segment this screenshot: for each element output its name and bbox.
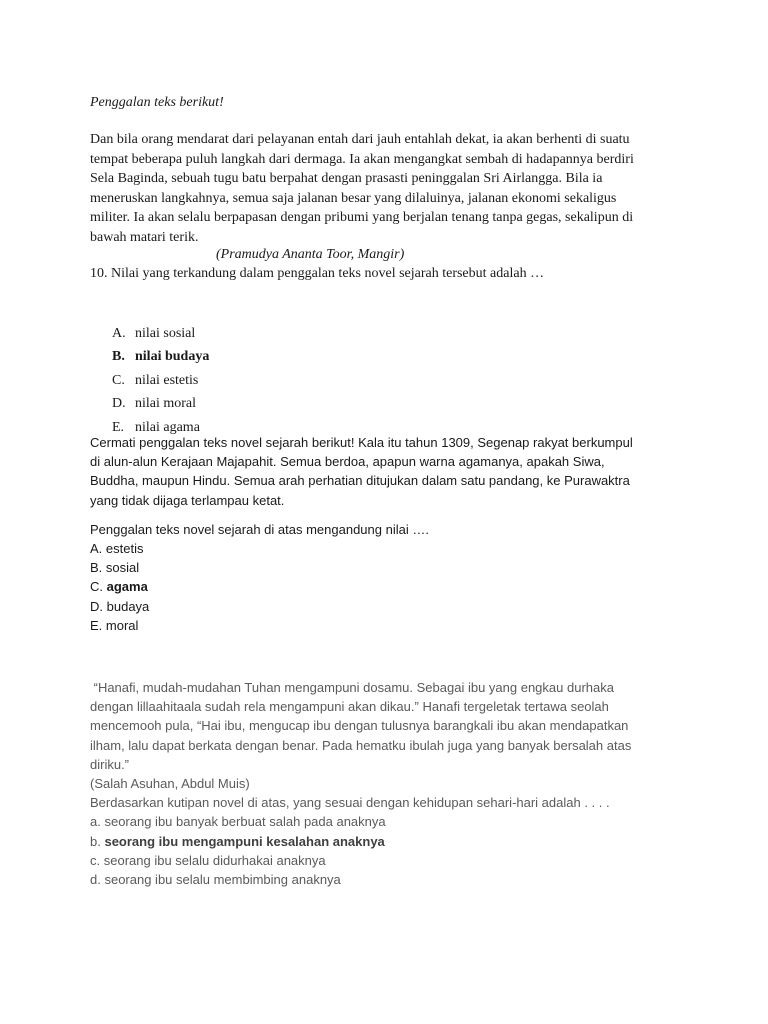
answer-option-b[interactable] xyxy=(90,558,149,577)
passage-line: bawah matari terik. xyxy=(90,229,199,245)
passage-line: Sela Baginda, sebuah tugu batu berpahat dengan prasasti peninggalan Sri Airlangga. Bila ia xyxy=(90,171,603,187)
novel-passage-2 xyxy=(90,433,690,510)
question-2: Penggalan teks novel sejarah di atas mengandung nilai …. xyxy=(90,522,429,537)
passage-citation: (Salah Asuhan, Abdul Muis) xyxy=(90,776,250,792)
option-text: agama xyxy=(106,579,148,595)
answer-options-2 xyxy=(90,539,149,635)
option-text: seorang ibu selalu membimbing anaknya xyxy=(104,872,341,888)
answer-option-a[interactable] xyxy=(90,812,690,831)
passage-line: tempat beberapa puluh langkah dari dermaga. Ia akan mengangkat sembah di hadapannya berdiri xyxy=(90,151,634,167)
option-letter: a. xyxy=(90,814,101,830)
passage-line: ilham, lalu dapat berkata dengan benar. Pada hematku ibulah juga yang banyak bersalah atas xyxy=(90,737,632,753)
answer-option-c[interactable] xyxy=(90,851,690,870)
passage-line: diriku.” xyxy=(90,756,130,772)
question-10: 10. Nilai yang terkandung dalam penggalan teks novel sejarah tersebut adalah … xyxy=(90,266,545,281)
option-letter: C. xyxy=(112,372,125,388)
option-letter: A. xyxy=(112,326,126,341)
novel-passage-1 xyxy=(90,130,705,248)
answer-option-c[interactable] xyxy=(112,371,209,394)
option-letter: E. xyxy=(90,617,103,633)
answer-option-b[interactable] xyxy=(90,832,690,851)
passage-line: militer. Ia akan selalu berpapasan dengan pribumi yang berjalan tenang tanpa gegas, sekalipun di xyxy=(90,210,634,226)
option-text: budaya xyxy=(106,598,150,614)
option-text: nilai budaya xyxy=(135,349,210,365)
option-text: nilai agama xyxy=(135,419,200,435)
passage-line: Cermati penggalan teks novel sejarah berikut! Kala itu tahun 1309, Segenap rakyat berkumpul xyxy=(90,435,633,450)
answer-option-d[interactable] xyxy=(112,394,209,417)
answer-options-10 xyxy=(112,324,209,441)
passage-line: “Hanafi, mudah-mudahan Tuhan mengampuni dosamu. Sebagai ibu yang engkau durhaka xyxy=(90,680,614,695)
option-letter: c. xyxy=(90,852,101,868)
option-letter: D. xyxy=(112,396,126,412)
answer-option-b[interactable] xyxy=(112,347,209,370)
novel-passage-3 xyxy=(90,678,690,889)
passage-line: mencemooh pula, “Hai ibu, mengucap ibu dengan tulusnya barangkali ibu akan mendapatkan xyxy=(90,718,629,734)
option-text: seorang ibu selalu didurhakai anaknya xyxy=(103,852,326,868)
answer-option-d[interactable] xyxy=(90,870,690,889)
passage-line: di alun-alun Kerajaan Majapahit. Semua berdoa, apapun warna agamanya, apakah Siwa, xyxy=(90,454,605,470)
option-letter: B. xyxy=(90,560,103,576)
option-text: seorang ibu banyak berbuat salah pada anaknya xyxy=(104,814,386,830)
answer-option-d[interactable] xyxy=(90,597,149,616)
option-text: moral xyxy=(105,617,139,633)
option-text: seorang ibu mengampuni kesalahan anaknya xyxy=(104,833,385,849)
page-heading: Penggalan teks berikut! xyxy=(90,95,224,110)
option-text: nilai estetis xyxy=(135,372,199,388)
passage-line: Buddha, maupun Hindu. Semua arah perhatian ditujukan dalam satu pandang, ke Purawaktra xyxy=(90,473,630,489)
option-letter: A. xyxy=(90,541,103,556)
option-text: sosial xyxy=(105,560,140,576)
passage-citation: (Pramudya Ananta Toor, Mangir) xyxy=(216,247,405,262)
option-letter: B. xyxy=(112,349,125,365)
option-text: estetis xyxy=(105,541,144,556)
passage-line: dengan lillaahitaala sudah rela mengampuni akan dikau.” Hanafi tergeletak tertawa seolah xyxy=(90,699,609,715)
option-text: nilai sosial xyxy=(135,326,196,341)
passage-line: yang tidak dijaga terlampau ketat. xyxy=(90,492,285,508)
answer-option-a[interactable] xyxy=(112,324,209,347)
option-letter: b. xyxy=(90,833,101,849)
answer-option-a[interactable] xyxy=(90,539,149,558)
passage-line: Dan bila orang mendarat dari pelayanan entah dari jauh entahlah dekat, ia akan berhenti di suatu xyxy=(90,132,630,147)
question-3: Berdasarkan kutipan novel di atas, yang sesuai dengan kehidupan sehari-hari adalah . . . . xyxy=(90,795,610,811)
answer-option-c[interactable] xyxy=(90,577,149,596)
option-letter: D. xyxy=(90,598,103,614)
option-letter: d. xyxy=(90,872,101,888)
option-letter: E. xyxy=(112,419,125,435)
passage-line: meneruskan langkahnya, semua saja jalanan besar yang dilaluinya, jalanan ekonomi sekaligus xyxy=(90,190,617,206)
answer-options-3 xyxy=(90,812,690,889)
option-letter: C. xyxy=(90,579,103,595)
answer-option-e[interactable] xyxy=(90,616,149,635)
option-text: nilai moral xyxy=(135,396,197,412)
